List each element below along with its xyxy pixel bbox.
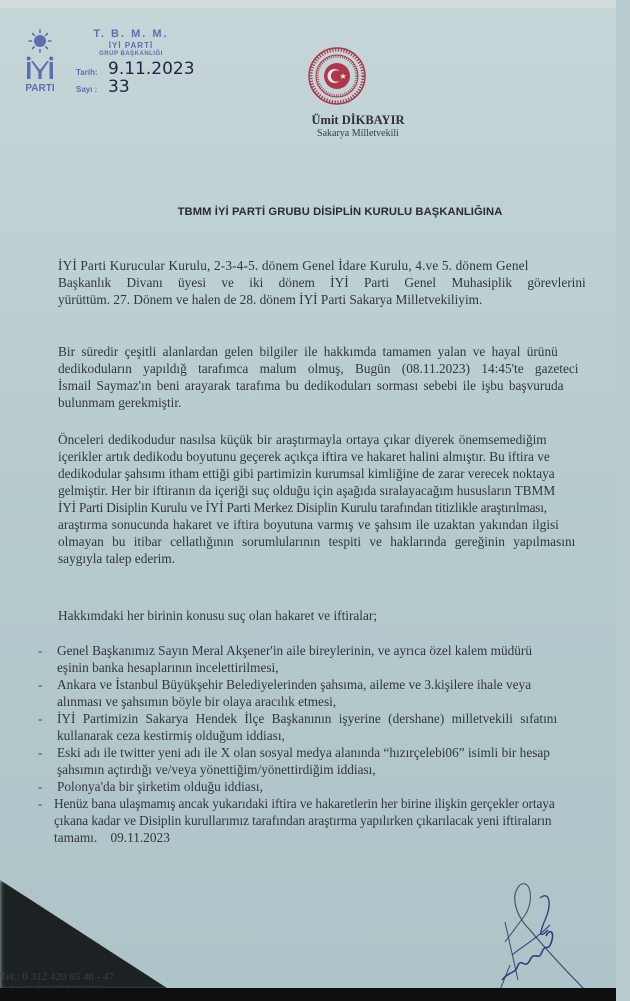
photo-bottom-edge — [0, 988, 616, 1001]
list-item-line: eşinin banka hesaplarının incelettirilmesi, — [57, 660, 279, 675]
paragraph-3-line: dedikodular şahsımı itham ettiği gibi partimizin kurumsal kimliğine de zarar verecek noktaya — [58, 466, 555, 481]
paragraph-3-line: olmayan bu itibar cellatlığının sorumlularının tespiti ve haklarında gereğinin yapılmasını — [58, 534, 576, 549]
footer-tel: Tel.: 0 312 420 65 46 - 47 — [0, 971, 115, 983]
iyi-parti-logo-icon — [20, 28, 60, 94]
list-bullet: - — [38, 643, 43, 658]
stamp-date-label: Tarih: — [76, 68, 98, 77]
paragraph-1-line: Başkanlık Divanı üyesi ve iki dönem İYİ Parti Genel Muhasiplik görevlerini — [58, 275, 586, 290]
stamp-number-label: Sayı : — [76, 85, 98, 94]
stamp-org-line3: GRUP BAŞKANLIĞI — [99, 51, 163, 57]
mp-title: Sakarya Milletvekili — [317, 128, 399, 139]
list-item-line: çıkana kadar ve Disiplin kurullarımız tarafından araştırma yapılırken çıkarılacak yeni iftiraların — [54, 813, 552, 828]
paragraph-2-line: bulunmam gerekmiştir. — [58, 395, 182, 410]
paragraph-2-line: İsmail Saymaz'ın beni arayarak tarafıma bu dedikoduları sorması sebebi ile işbu başvuruda — [58, 378, 564, 393]
list-item-line: Henüz bana ulaşmamış ancak yukarıdaki iftira ve hakaretlerin her birine ilişkin gerçekler ortaya — [54, 796, 555, 811]
paragraph-3-line: içerikler artık dedikodu boyutunu geçerek açıkça iftira ve hakaret halini almıştır. Bu iftira ve — [58, 449, 550, 464]
paragraph-1-line: İYİ Parti Kurucular Kurulu, 2-3-4-5. dönem Genel İdare Kurulu, 4.ve 5. dönem Genel — [58, 258, 529, 273]
list-item-line: kullanarak ceza kestirmiş olduğum iddiası, — [57, 728, 285, 743]
list-item-line: İYİ Partimizin Sakarya Hendek İlçe Başkanının işyerine (dershane) milletvekili sıfatını — [57, 711, 558, 726]
mp-name: Ümit DİKBAYIR — [311, 113, 405, 127]
paragraph-1-line: yürüttüm. 27. Dönem ve halen de 28. dönem İYİ Parti Sakarya Milletvekiliyim. — [58, 292, 483, 307]
paragraph-3-line: Önceleri dedikodudur nasılsa küçük bir araştırmayla ortaya çıkar diyerek önemsemediğim — [58, 432, 547, 447]
list-bullet: - — [38, 677, 43, 692]
stamp-org-line1: T. B. M. M. — [93, 28, 169, 40]
stamp-date-value: 9.11.2023 — [108, 59, 195, 79]
list-item-line: Polonya'da bir şirketim olduğu iddiası, — [57, 779, 263, 794]
paragraph-3-line: İYİ Parti Disiplin Kurulu ve İYİ Parti Merkez Disiplin Kurulu tarafından titizlikle araştırılması, — [58, 500, 547, 515]
list-bullet: - — [38, 745, 43, 760]
page-edge — [0, 0, 616, 8]
paragraph-3-line: gelmiştir. Her bir iftiranın da içeriği suç olduğu için aşağıda sıralayacağım hususların TBMM — [58, 483, 556, 498]
list-item-line: şahsımın açtırdığı ve/veya yönettiğim/yönettirdiğim iddiası, — [57, 762, 376, 777]
list-bullet: - — [38, 779, 43, 794]
list-item-line: alınması ve şahsımın böyle bir olaya aracılık etmesi, — [57, 694, 337, 709]
list-item-line: Eski adı ile twitter yeni adı ile X olan sosyal medya alanında “hızırçelebi06” isimli bir hesap — [57, 745, 550, 760]
list-item-line: Ankara ve İstanbul Büyükşehir Belediyelerinden şahsıma, aileme ve 3.kişilere ihale veya — [57, 677, 532, 692]
svg-text:PARTI: PARTI — [25, 83, 55, 94]
letter-heading: TBMM İYİ PARTİ GRUBU DİSİPLİN KURULU BAŞKANLIĞINA — [177, 206, 503, 218]
signature-icon — [490, 870, 630, 995]
tbmm-stamp — [76, 28, 186, 57]
paragraph-3-line: saygıyla talep ederim. — [58, 551, 176, 566]
paragraph-2-line: Bir süredir çeşitli alanlardan gelen bilgiler ile hakkımda tamamen yalan ve hayal ürünü — [58, 344, 558, 359]
tbmm-emblem-icon — [307, 46, 367, 106]
list-bullet: - — [38, 796, 43, 811]
stamp-org-line2: İYİ PARTİ — [108, 41, 154, 50]
list-item-line: tamamı. 09.11.2023 — [54, 830, 170, 845]
stamp-number-value: 33 — [108, 77, 130, 97]
list-intro: Hakkımdaki her birinin konusu suç olan hakaret ve iftiralar; — [58, 608, 378, 623]
paragraph-2-line: dedikoduların yapıldığ tarafımca malum olmuş, Bugün (08.11.2023) 14:45'te gazeteci — [58, 361, 579, 376]
list-bullet: - — [38, 711, 43, 726]
list-item-line: Genel Başkanımız Sayın Meral Akşener'in aile bireylerinin, ve ayrıca özel kalem müdürü — [57, 643, 533, 658]
paragraph-3-line: araştırma sonucunda hakaret ve iftira boyutuna varmış ve şahsım ile uzaktan yakından ilgisi — [58, 517, 559, 532]
